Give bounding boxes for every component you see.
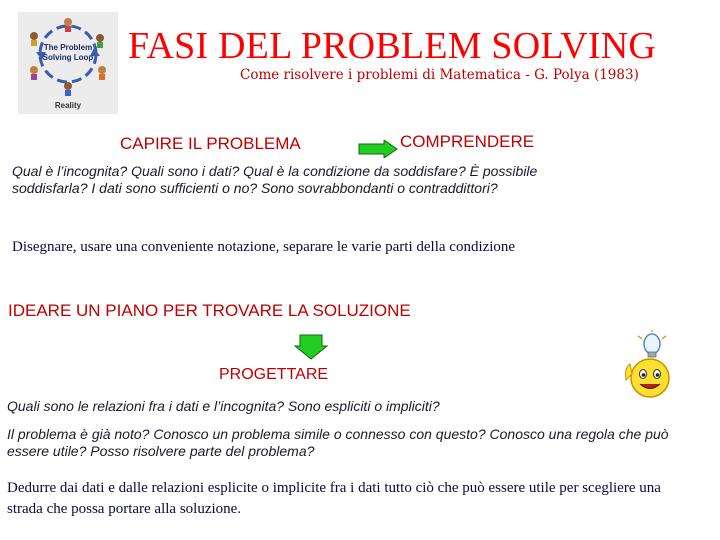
phase1-verb: COMPRENDERE [400,132,535,151]
phase2-label: IDEARE UN PIANO PER TROVARE LA SOLUZIONE [8,301,411,320]
logo-caption-line2: Solving Loop [42,53,94,62]
phase2-question2: Il problema è già noto? Conosco un problema simile o connesso con questo? Conosco una regola che può essere utile? Posso risolvere parte del problema? [7,426,669,459]
page-title: FASI DEL PROBLEM SOLVING [128,25,657,67]
right-arrow-icon [358,140,398,163]
phase2-verb: PROGETTARE [219,366,329,383]
logo-reality-label: Reality [54,101,82,110]
down-arrow-icon [294,334,328,365]
problem-solving-loop-logo [18,12,118,114]
phase1-questions: Qual è l’incognita? Quali sono i dati? Qual è la condizione da soddisfare? È possibile soddisfarla? I dati sono sufficienti o no? Sono sovrabbondanti o contraddittori? [12,163,538,196]
logo-caption-line1: The Problem [43,43,93,52]
phase2-advice: Dedurre dai dati e dalle relazioni esplicite o implicite fra i dati tutto ciò che può essere utile per scegliere una strada che possa portare alla soluzione. [7,480,661,517]
page-subtitle: Come risolvere i problemi di Matematica - G. Polya (1983) [240,67,639,83]
phase1-advice: Disegnare, usare una conveniente notazione, separare le varie parti della condizione [12,239,516,255]
phase1-label: CAPIRE IL PROBLEMA [120,134,301,153]
phase2-question1: Quali sono le relazioni fra i dati e l’incognita? Sono espliciti o impliciti? [7,398,440,414]
lightbulb-smiley-icon [618,330,678,400]
